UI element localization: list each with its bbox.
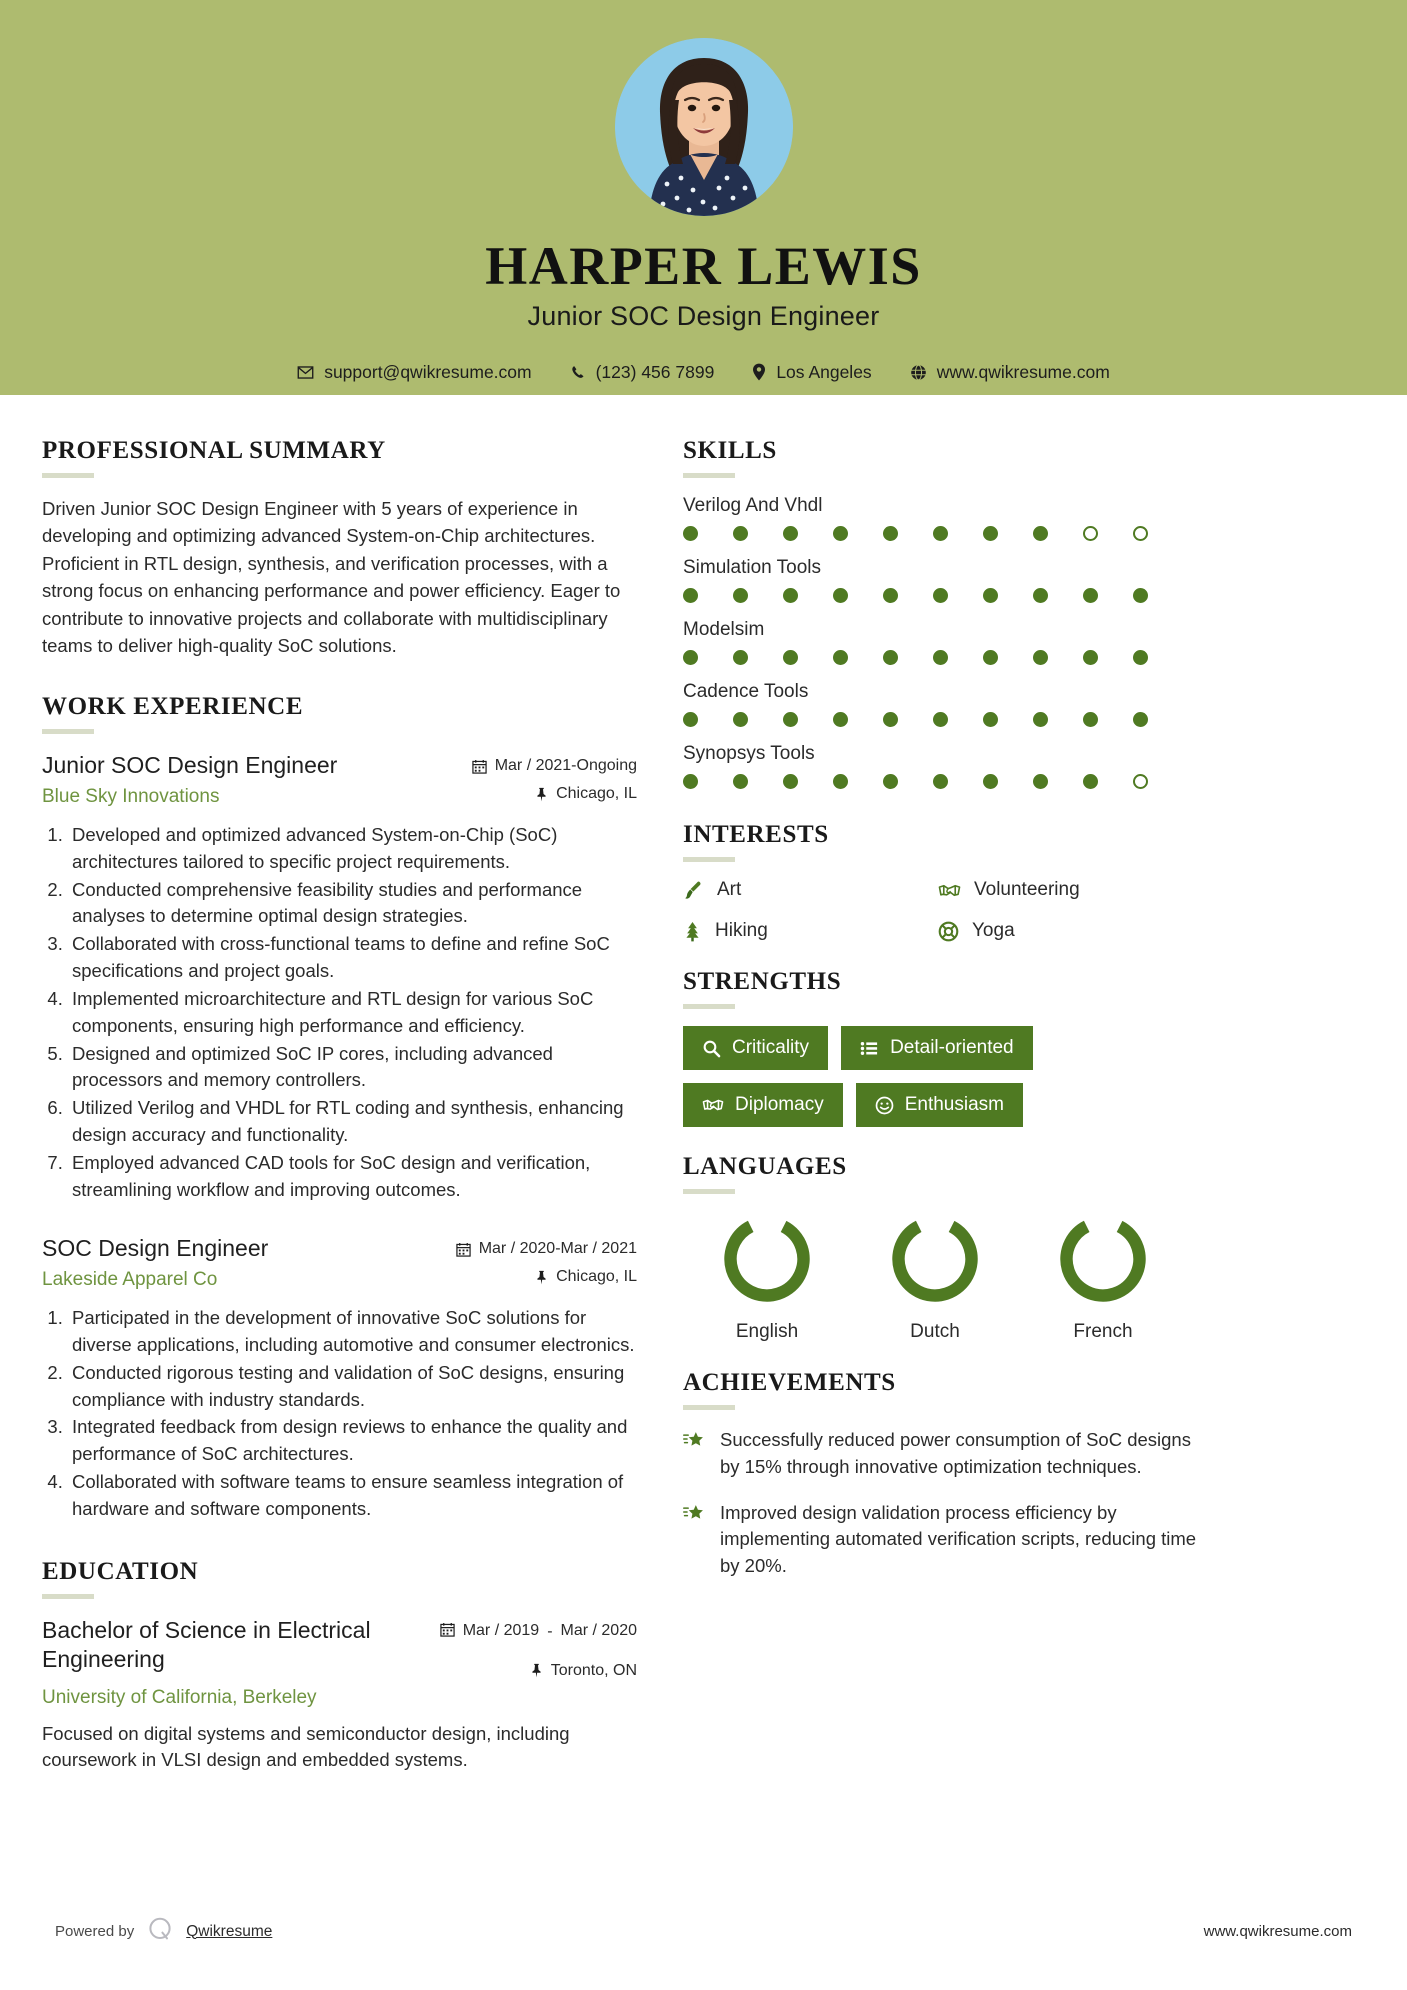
section-strengths bbox=[683, 968, 1203, 1127]
skill-dot-filled bbox=[683, 588, 698, 603]
interest-label: Yoga bbox=[972, 920, 1015, 941]
section-heading-education: EDUCATION bbox=[42, 1557, 199, 1585]
skill-dot-filled bbox=[883, 588, 898, 603]
lifebuoy-icon bbox=[938, 921, 959, 942]
section-rule bbox=[42, 1594, 94, 1599]
work-bullet: 1. Developed and optimized advanced System-on-Chip (SoC) architectures tailored to specific project requirements. bbox=[68, 822, 637, 876]
language-label: Dutch bbox=[910, 1321, 960, 1342]
spacer bbox=[683, 942, 1203, 968]
skill-dot-filled bbox=[933, 774, 948, 789]
section-education bbox=[42, 1558, 637, 1775]
skill-dot-cell bbox=[983, 712, 1033, 727]
skill-dot-cell bbox=[833, 712, 883, 727]
strength-badge-detail-oriented bbox=[841, 1026, 1033, 1070]
skill-dot-filled bbox=[1033, 712, 1048, 727]
work-role: SOC Design Engineer bbox=[42, 1235, 269, 1262]
contact-email[interactable] bbox=[297, 362, 531, 383]
skill-dot-cell bbox=[833, 526, 883, 541]
skill-item bbox=[683, 681, 1203, 727]
work-role: Junior SOC Design Engineer bbox=[42, 752, 338, 779]
strength-badge-enthusiasm bbox=[856, 1083, 1023, 1127]
skill-dot-cell bbox=[983, 526, 1033, 541]
work-bullet: 6. Utilized Verilog and VHDL for RTL coding and synthesis, enhancing design accuracy and functionality. bbox=[68, 1095, 637, 1149]
contact-phone-text: (123) 456 7899 bbox=[595, 361, 715, 382]
skill-dot-cell bbox=[983, 650, 1033, 665]
footer-powered-by: Powered by bbox=[55, 1923, 135, 1940]
skill-item bbox=[683, 557, 1203, 603]
work-bullet: 5. Designed and optimized SoC IP cores, including advanced processors and memory controllers. bbox=[68, 1041, 637, 1095]
handshake-icon bbox=[702, 1095, 724, 1115]
interest-item-volunteering bbox=[938, 879, 1203, 901]
avatar bbox=[615, 38, 793, 216]
contact-phone[interactable] bbox=[570, 362, 715, 383]
footer-url: www.qwikresume.com bbox=[1203, 1923, 1352, 1940]
section-work-experience bbox=[42, 693, 637, 1522]
language-label: French bbox=[1073, 1321, 1133, 1342]
skill-rating bbox=[683, 650, 1203, 665]
skill-dot-filled bbox=[733, 650, 748, 665]
section-rule bbox=[42, 473, 94, 478]
skill-dot-cell bbox=[1033, 774, 1083, 789]
skill-dot-filled bbox=[833, 712, 848, 727]
section-achievements bbox=[683, 1369, 1203, 1580]
skill-dot-cell bbox=[783, 774, 833, 789]
work-bullet: 7. Employed advanced CAD tools for SoC design and verification, streamlining workflow and improving outcomes. bbox=[68, 1150, 637, 1204]
education-degree: Bachelor of Science in Electrical Engineering bbox=[42, 1616, 371, 1673]
skill-dot-filled bbox=[683, 526, 698, 541]
skill-dot-filled bbox=[1133, 588, 1148, 603]
language-item-french bbox=[1019, 1211, 1187, 1343]
skill-dot-cell bbox=[683, 774, 733, 789]
list-icon bbox=[860, 1039, 879, 1058]
work-bullet: 3. Integrated feedback from design reviews to enhance the quality and performance of SoC architectures. bbox=[68, 1414, 637, 1468]
section-heading-skills: SKILLS bbox=[683, 437, 777, 464]
skill-dot-cell bbox=[933, 650, 983, 665]
interest-item-hiking bbox=[683, 920, 938, 942]
skill-dot-cell bbox=[1133, 712, 1183, 727]
education-date-separator: - bbox=[547, 1622, 553, 1640]
skill-label: Synopsys Tools bbox=[683, 743, 815, 764]
skill-dot-cell bbox=[1083, 712, 1133, 727]
achievement-item bbox=[683, 1427, 1203, 1481]
skill-dot-filled bbox=[933, 526, 948, 541]
skill-dot-empty bbox=[1133, 526, 1148, 541]
skill-dot-cell bbox=[683, 588, 733, 603]
page-footer bbox=[0, 1915, 1407, 1948]
skill-dot-filled bbox=[1083, 650, 1098, 665]
contact-website-text: www.qwikresume.com bbox=[936, 361, 1110, 382]
skill-dot-filled bbox=[933, 588, 948, 603]
skill-dot-cell bbox=[683, 650, 733, 665]
section-skills bbox=[683, 437, 1203, 789]
location-pin-icon bbox=[752, 363, 766, 381]
language-progress-ring bbox=[887, 1211, 983, 1307]
skill-label: Cadence Tools bbox=[683, 681, 809, 702]
page-title: HARPER LEWIS bbox=[485, 236, 922, 296]
education-location-text: Toronto, ON bbox=[550, 1661, 637, 1679]
strength-label: Detail-oriented bbox=[890, 1037, 1014, 1058]
profile-photo-illustration bbox=[615, 38, 793, 216]
skill-dot-cell bbox=[833, 588, 883, 603]
skill-dot-filled bbox=[1133, 712, 1148, 727]
skill-item bbox=[683, 495, 1203, 541]
tree-icon bbox=[683, 921, 702, 942]
contact-email-text: support@qwikresume.com bbox=[324, 361, 532, 382]
strength-badge-diplomacy bbox=[683, 1083, 843, 1127]
education-school: University of California, Berkeley bbox=[42, 1686, 317, 1708]
strength-label: Criticality bbox=[732, 1037, 810, 1058]
skill-dot-filled bbox=[1033, 774, 1048, 789]
language-item-dutch bbox=[851, 1211, 1019, 1343]
skill-dot-cell bbox=[1083, 588, 1133, 603]
skill-dot-cell bbox=[833, 650, 883, 665]
envelope-icon bbox=[297, 364, 314, 381]
work-date bbox=[456, 1240, 637, 1258]
work-location-text: Chicago, IL bbox=[556, 1268, 637, 1286]
contact-location bbox=[752, 362, 871, 383]
work-date-text: Mar / 2021-Ongoing bbox=[494, 757, 637, 775]
section-rule bbox=[683, 1189, 735, 1194]
language-progress-ring bbox=[1055, 1211, 1151, 1307]
q-logo-icon bbox=[146, 1915, 174, 1948]
skill-rating bbox=[683, 712, 1203, 727]
skill-dot-cell bbox=[1133, 526, 1183, 541]
skill-dot-filled bbox=[933, 650, 948, 665]
section-rule bbox=[42, 729, 94, 734]
work-company: Blue Sky Innovations bbox=[42, 786, 220, 807]
education-date-end: Mar / 2020 bbox=[560, 1622, 637, 1640]
skill-dot-filled bbox=[833, 588, 848, 603]
skill-dot-filled bbox=[983, 588, 998, 603]
skill-dot-filled bbox=[1033, 650, 1048, 665]
summary-text: Driven Junior SOC Design Engineer with 5 years of experience in developing and optimizing advanced System-on-Chip architectures. Proficient in RTL design, synthesis, and verification processes, with a strong focus on enhancing performance and power efficiency. Eager to contribute to innovative projects and collaborate with multidisciplinary teams to deliver high-quality SoC solutions. bbox=[42, 498, 621, 656]
skill-dot-cell bbox=[1033, 712, 1083, 727]
handshake-icon bbox=[938, 880, 961, 901]
skill-dot-cell bbox=[683, 526, 733, 541]
skill-dot-filled bbox=[733, 712, 748, 727]
shooting-star-icon bbox=[683, 1427, 706, 1452]
section-heading-interests: INTERESTS bbox=[683, 821, 829, 848]
globe-icon bbox=[910, 364, 927, 381]
skill-dot-cell bbox=[1083, 774, 1133, 789]
section-interests bbox=[683, 821, 1203, 942]
section-heading-work: WORK EXPERIENCE bbox=[42, 693, 304, 721]
skill-dot-filled bbox=[1033, 526, 1048, 541]
strength-label: Diplomacy bbox=[735, 1094, 824, 1115]
spacer bbox=[42, 1524, 637, 1558]
skill-dot-cell bbox=[1083, 526, 1133, 541]
interest-label: Hiking bbox=[715, 920, 768, 941]
work-bullet: 2. Conducted comprehensive feasibility studies and performance analyses to determine optimal design strategies. bbox=[68, 877, 637, 931]
skill-dot-filled bbox=[733, 588, 748, 603]
work-date-text: Mar / 2020-Mar / 2021 bbox=[478, 1240, 637, 1258]
skill-dot-cell bbox=[1133, 650, 1183, 665]
skill-dot-cell bbox=[883, 588, 933, 603]
skill-dot-cell bbox=[833, 774, 883, 789]
skill-dot-cell bbox=[933, 588, 983, 603]
contact-row bbox=[278, 362, 1129, 383]
skill-dot-cell bbox=[733, 712, 783, 727]
skill-dot-cell bbox=[1033, 650, 1083, 665]
skill-dot-cell bbox=[983, 588, 1033, 603]
work-location bbox=[472, 785, 637, 803]
education-description: Focused on digital systems and semiconductor design, including coursework in VLSI design and embedded systems. bbox=[42, 1722, 570, 1771]
education-date-start: Mar / 2019 bbox=[462, 1622, 540, 1640]
skill-dot-cell bbox=[933, 712, 983, 727]
skill-item bbox=[683, 743, 1203, 789]
interest-label: Art bbox=[717, 879, 742, 900]
pushpin-icon bbox=[535, 787, 548, 802]
work-bullet: 4. Implemented microarchitecture and RTL design for various SoC components, ensuring high performance and efficiency. bbox=[68, 986, 637, 1040]
spacer bbox=[42, 1204, 637, 1230]
skill-dot-empty bbox=[1133, 774, 1148, 789]
left-column bbox=[42, 395, 637, 1774]
work-location-text: Chicago, IL bbox=[556, 785, 637, 803]
strength-label: Enthusiasm bbox=[904, 1094, 1004, 1115]
spacer bbox=[683, 1127, 1203, 1153]
language-item-english bbox=[683, 1211, 851, 1343]
skill-dot-filled bbox=[933, 712, 948, 727]
achievement-item bbox=[683, 1500, 1203, 1580]
footer-brand-link[interactable]: Qwikresume bbox=[186, 1922, 273, 1940]
skill-dot-filled bbox=[1133, 650, 1148, 665]
skill-label: Verilog And Vhdl bbox=[683, 495, 823, 516]
skill-dot-cell bbox=[933, 526, 983, 541]
section-heading-strengths: STRENGTHS bbox=[683, 968, 842, 995]
skill-dot-filled bbox=[1083, 588, 1098, 603]
skill-dot-cell bbox=[883, 650, 933, 665]
skill-dot-cell bbox=[1083, 650, 1133, 665]
skill-rating bbox=[683, 588, 1203, 603]
education-location bbox=[440, 1662, 637, 1680]
skill-dot-cell bbox=[1133, 588, 1183, 603]
contact-location-text: Los Angeles bbox=[776, 361, 872, 382]
skill-dot-filled bbox=[783, 774, 798, 789]
skill-dot-filled bbox=[733, 774, 748, 789]
work-bullet-list bbox=[42, 822, 637, 1203]
section-heading-languages: LANGUAGES bbox=[683, 1153, 847, 1180]
pushpin-icon bbox=[530, 1663, 543, 1678]
skill-dot-cell bbox=[783, 588, 833, 603]
section-heading-summary: PROFESSIONAL SUMMARY bbox=[42, 437, 386, 464]
resume-body bbox=[0, 395, 1407, 1774]
skill-dot-filled bbox=[1083, 712, 1098, 727]
magnifier-icon bbox=[702, 1039, 721, 1058]
section-rule bbox=[683, 857, 735, 862]
strength-badge-criticality bbox=[683, 1026, 828, 1070]
skill-dot-filled bbox=[683, 712, 698, 727]
calendar-icon bbox=[456, 1242, 471, 1257]
right-column bbox=[683, 395, 1203, 1774]
skill-rating bbox=[683, 774, 1203, 789]
interest-item-yoga bbox=[938, 920, 1203, 942]
education-date bbox=[440, 1622, 637, 1642]
skill-dot-cell bbox=[733, 526, 783, 541]
interest-label: Volunteering bbox=[974, 879, 1080, 900]
skill-dot-filled bbox=[783, 526, 798, 541]
smiley-icon bbox=[875, 1096, 894, 1115]
skill-dot-filled bbox=[683, 774, 698, 789]
section-rule bbox=[683, 1405, 735, 1410]
language-label: English bbox=[735, 1321, 799, 1342]
spacer bbox=[683, 1343, 1203, 1369]
work-bullet: 3. Collaborated with cross-functional teams to define and refine SoC specifications and project goals. bbox=[68, 931, 637, 985]
skill-dot-cell bbox=[983, 774, 1033, 789]
skill-dot-filled bbox=[983, 774, 998, 789]
pushpin-icon bbox=[535, 1270, 548, 1285]
work-date bbox=[472, 757, 637, 775]
achievement-text: Improved design validation process efficiency by implementing automated verification scripts, reducing time by 20%. bbox=[720, 1501, 1197, 1577]
skill-dot-filled bbox=[983, 650, 998, 665]
skill-dot-cell bbox=[783, 650, 833, 665]
skill-dot-filled bbox=[883, 650, 898, 665]
skill-dot-cell bbox=[883, 712, 933, 727]
skill-dot-cell bbox=[933, 774, 983, 789]
skill-dot-cell bbox=[783, 526, 833, 541]
skill-dot-cell bbox=[883, 526, 933, 541]
work-bullet: 4. Collaborated with software teams to ensure seamless integration of hardware and software components. bbox=[68, 1469, 637, 1523]
work-entry bbox=[42, 1234, 637, 1522]
skill-dot-cell bbox=[783, 712, 833, 727]
skill-dot-filled bbox=[833, 526, 848, 541]
skill-dot-cell bbox=[733, 650, 783, 665]
interest-item-art bbox=[683, 879, 938, 901]
skill-dot-filled bbox=[783, 650, 798, 665]
skill-dot-filled bbox=[783, 712, 798, 727]
skill-dot-cell bbox=[1133, 774, 1183, 789]
section-languages bbox=[683, 1153, 1203, 1343]
skill-dot-filled bbox=[783, 588, 798, 603]
section-heading-achievements: ACHIEVEMENTS bbox=[683, 1369, 896, 1396]
skill-dot-filled bbox=[883, 526, 898, 541]
work-bullet: 1. Participated in the development of innovative SoC solutions for diverse applications, including automotive and consumer electronics. bbox=[68, 1305, 637, 1359]
calendar-icon bbox=[472, 759, 487, 774]
skill-label: Simulation Tools bbox=[683, 557, 822, 578]
skill-dot-filled bbox=[833, 774, 848, 789]
skill-dot-cell bbox=[883, 774, 933, 789]
skill-dot-cell bbox=[1033, 588, 1083, 603]
language-progress-ring bbox=[719, 1211, 815, 1307]
skill-dot-filled bbox=[683, 650, 698, 665]
work-entry bbox=[42, 751, 637, 1203]
resume-header bbox=[0, 0, 1407, 395]
skill-label: Modelsim bbox=[683, 619, 765, 640]
skill-item bbox=[683, 619, 1203, 665]
skill-dot-cell bbox=[1033, 526, 1083, 541]
skill-dot-filled bbox=[883, 774, 898, 789]
work-company: Lakeside Apparel Co bbox=[42, 1269, 218, 1291]
section-rule bbox=[683, 473, 735, 478]
skill-dot-empty bbox=[1083, 526, 1098, 541]
skill-dot-cell bbox=[733, 774, 783, 789]
calendar-icon bbox=[440, 1622, 455, 1642]
contact-website[interactable] bbox=[910, 362, 1110, 383]
job-title: Junior SOC Design Engineer bbox=[527, 300, 880, 331]
skill-dot-filled bbox=[883, 712, 898, 727]
section-professional-summary bbox=[42, 437, 637, 659]
work-location bbox=[456, 1268, 637, 1286]
skill-dot-cell bbox=[733, 588, 783, 603]
skill-dot-filled bbox=[983, 712, 998, 727]
shooting-star-icon bbox=[683, 1500, 706, 1525]
work-bullet-list bbox=[42, 1305, 637, 1523]
spacer bbox=[42, 659, 637, 693]
paintbrush-icon bbox=[683, 880, 704, 901]
skill-dot-filled bbox=[1033, 588, 1048, 603]
skill-dot-filled bbox=[833, 650, 848, 665]
skill-rating bbox=[683, 526, 1203, 541]
skill-dot-filled bbox=[733, 526, 748, 541]
phone-icon bbox=[570, 364, 586, 380]
work-bullet: 2. Conducted rigorous testing and validation of SoC designs, ensuring compliance with industry standards. bbox=[68, 1360, 637, 1414]
skill-dot-filled bbox=[1083, 774, 1098, 789]
section-rule bbox=[683, 1004, 735, 1009]
skill-dot-cell bbox=[683, 712, 733, 727]
spacer bbox=[683, 805, 1203, 821]
skill-dot-filled bbox=[983, 526, 998, 541]
achievement-text: Successfully reduced power consumption of SoC designs by 15% through innovative optimization techniques. bbox=[720, 1429, 1191, 1477]
